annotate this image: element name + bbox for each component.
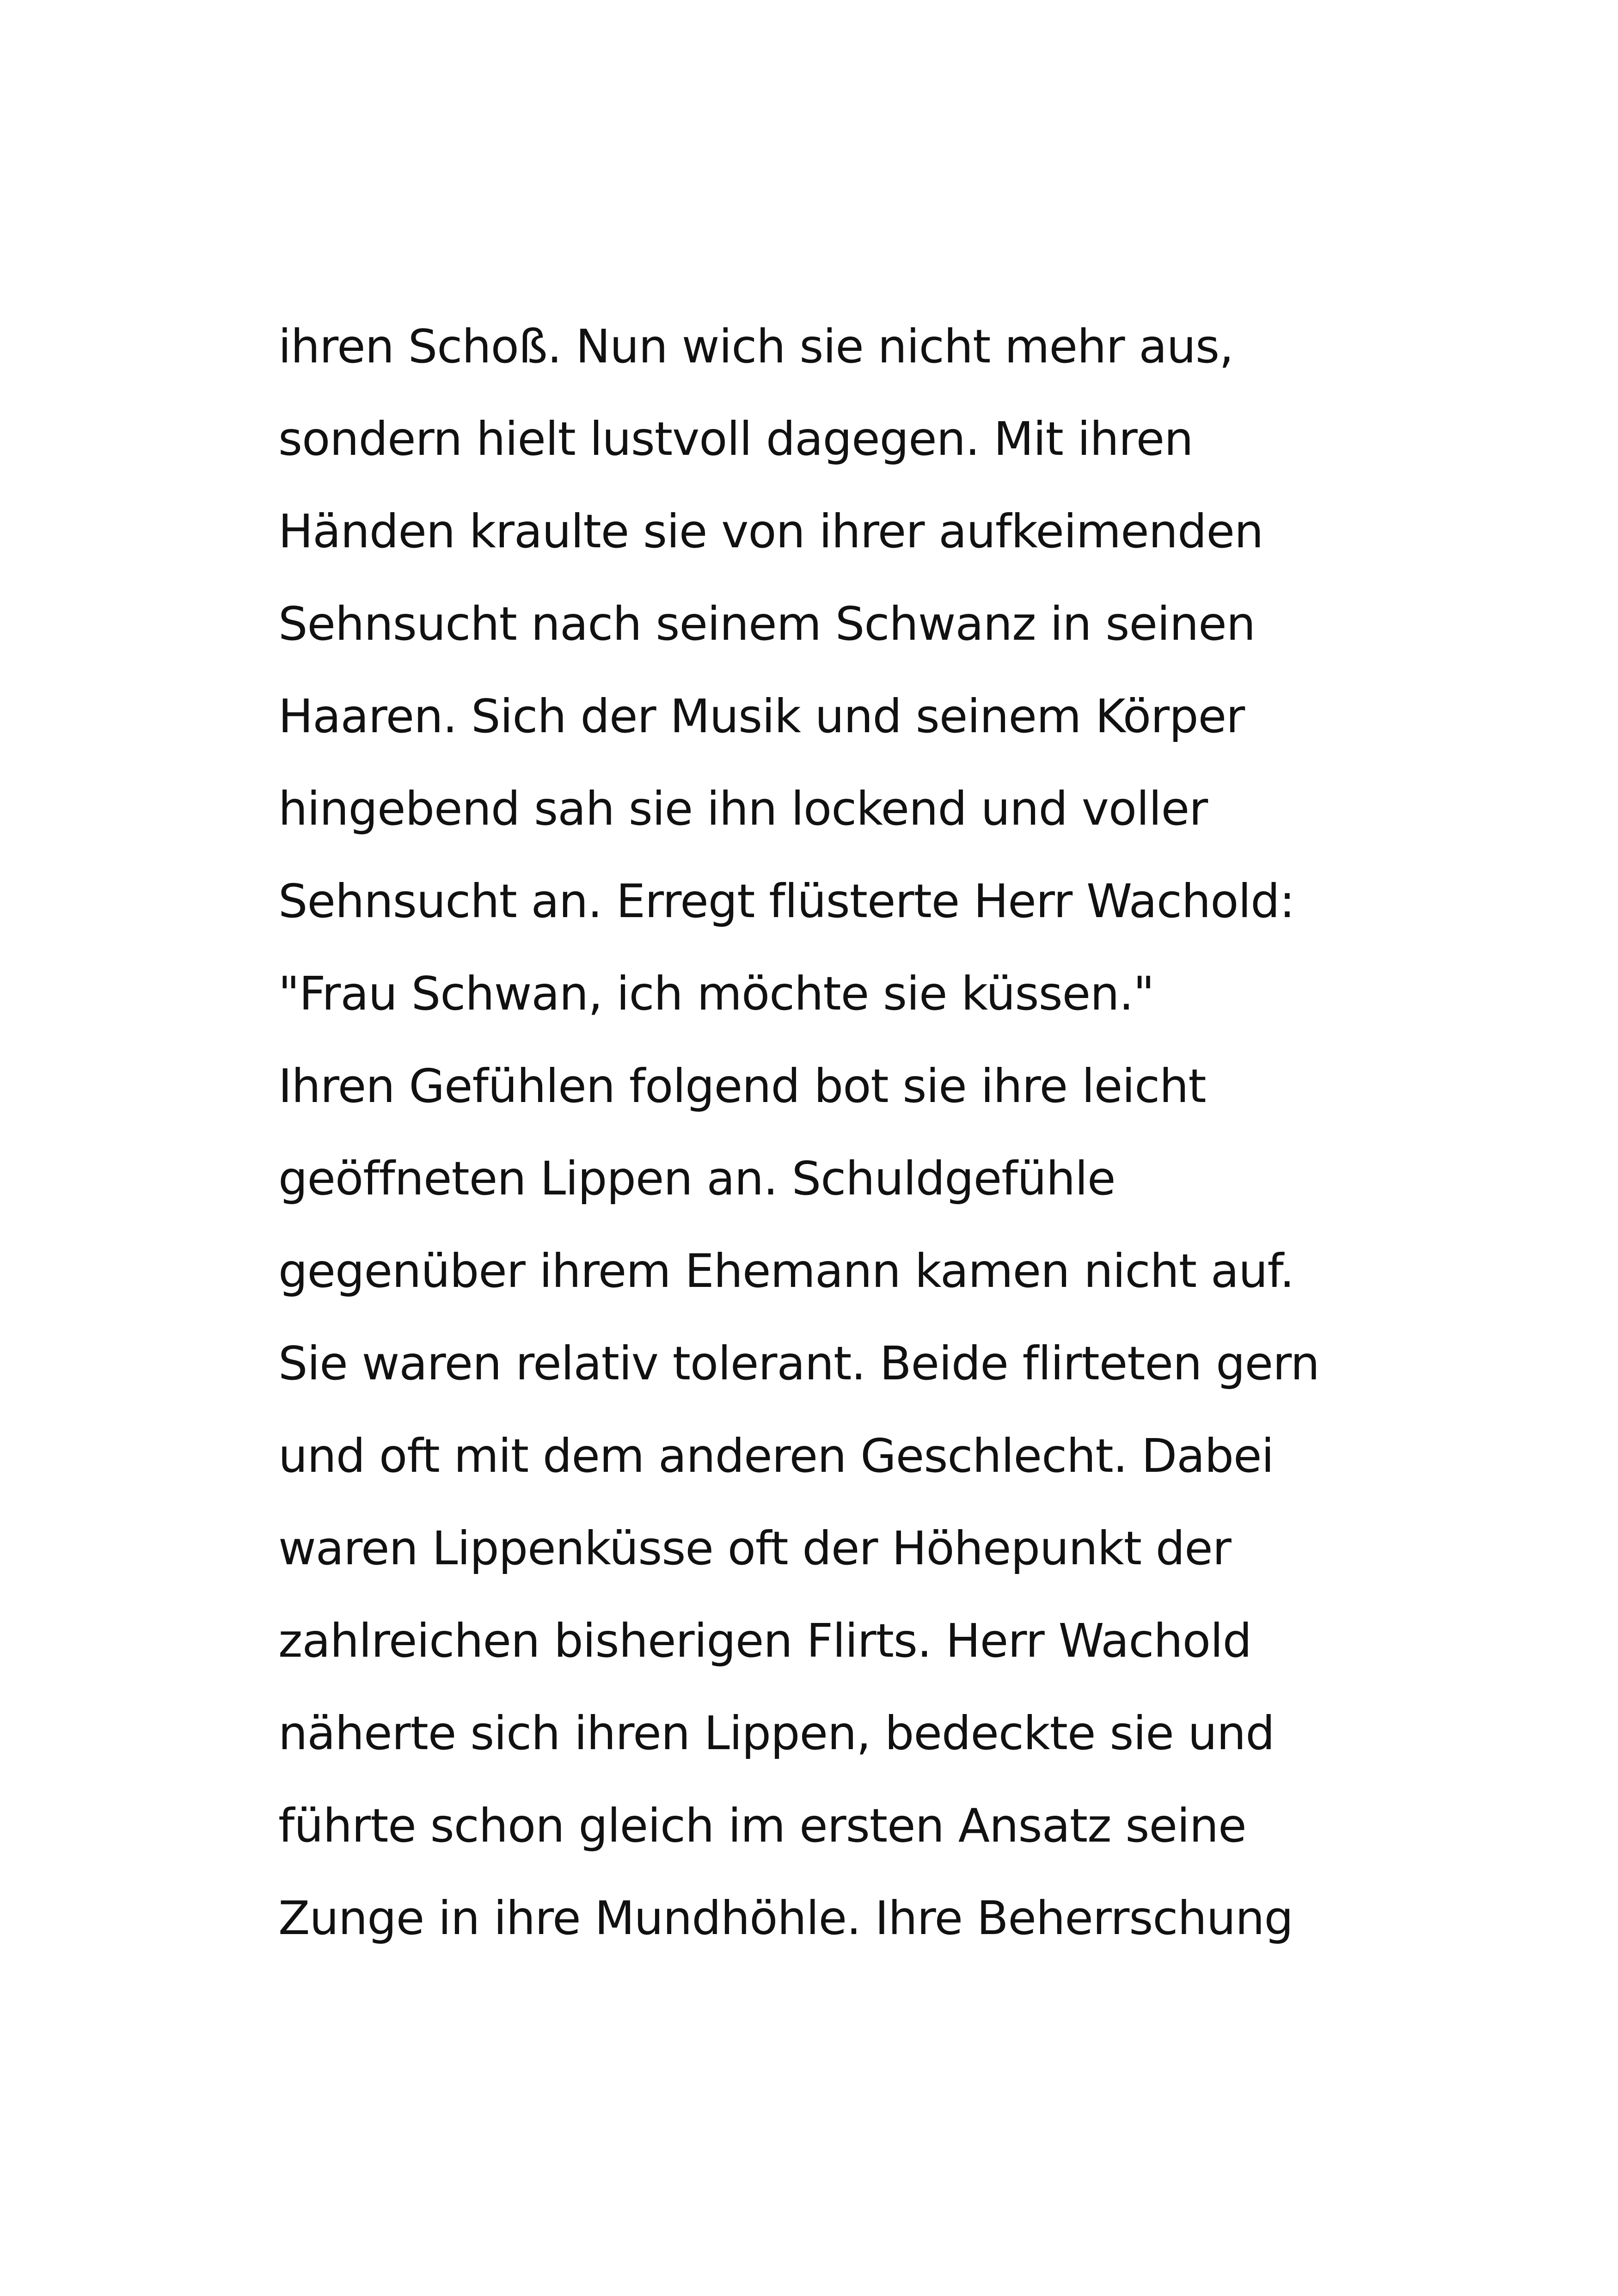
- text-line: Haaren. Sich der Musik und seinem Körper: [278, 689, 1245, 743]
- text-line: hingebend sah sie ihn lockend und voller: [278, 782, 1208, 836]
- text-line: und oft mit dem anderen Geschlecht. Dabei: [278, 1429, 1274, 1483]
- text-line: Ihren Gefühlen folgend bot sie ihre leicht: [278, 1059, 1206, 1113]
- text-line: gegenüber ihrem Ehemann kamen nicht auf.: [278, 1244, 1294, 1298]
- text-line: Sehnsucht nach seinem Schwanz in seinen: [278, 597, 1256, 651]
- text-line: geöffneten Lippen an. Schuldgefühle: [278, 1151, 1115, 1206]
- text-line: "Frau Schwan, ich möchte sie küssen.": [278, 967, 1154, 1021]
- text-line: Zunge in ihre Mundhöhle. Ihre Beherrschung: [278, 1891, 1293, 1945]
- body-text: [278, 300, 1480, 1965]
- text-line: ihren Schoß. Nun wich sie nicht mehr aus,: [278, 319, 1233, 373]
- text-line: Händen kraulte sie von ihrer aufkeimenden: [278, 504, 1263, 558]
- text-line: zahlreichen bisherigen Flirts. Herr Wachold: [278, 1614, 1252, 1668]
- text-line: sondern hielt lustvoll dagegen. Mit ihren: [278, 412, 1193, 466]
- text-line: waren Lippenküsse oft der Höhepunkt der: [278, 1521, 1231, 1575]
- text-line: näherte sich ihren Lippen, bedeckte sie und: [278, 1706, 1275, 1760]
- text-line: Sie waren relativ tolerant. Beide flirteten gern: [278, 1336, 1319, 1390]
- text-line: Sehnsucht an. Erregt flüsterte Herr Wachold:: [278, 874, 1295, 928]
- text-line: führte schon gleich im ersten Ansatz seine: [278, 1799, 1246, 1853]
